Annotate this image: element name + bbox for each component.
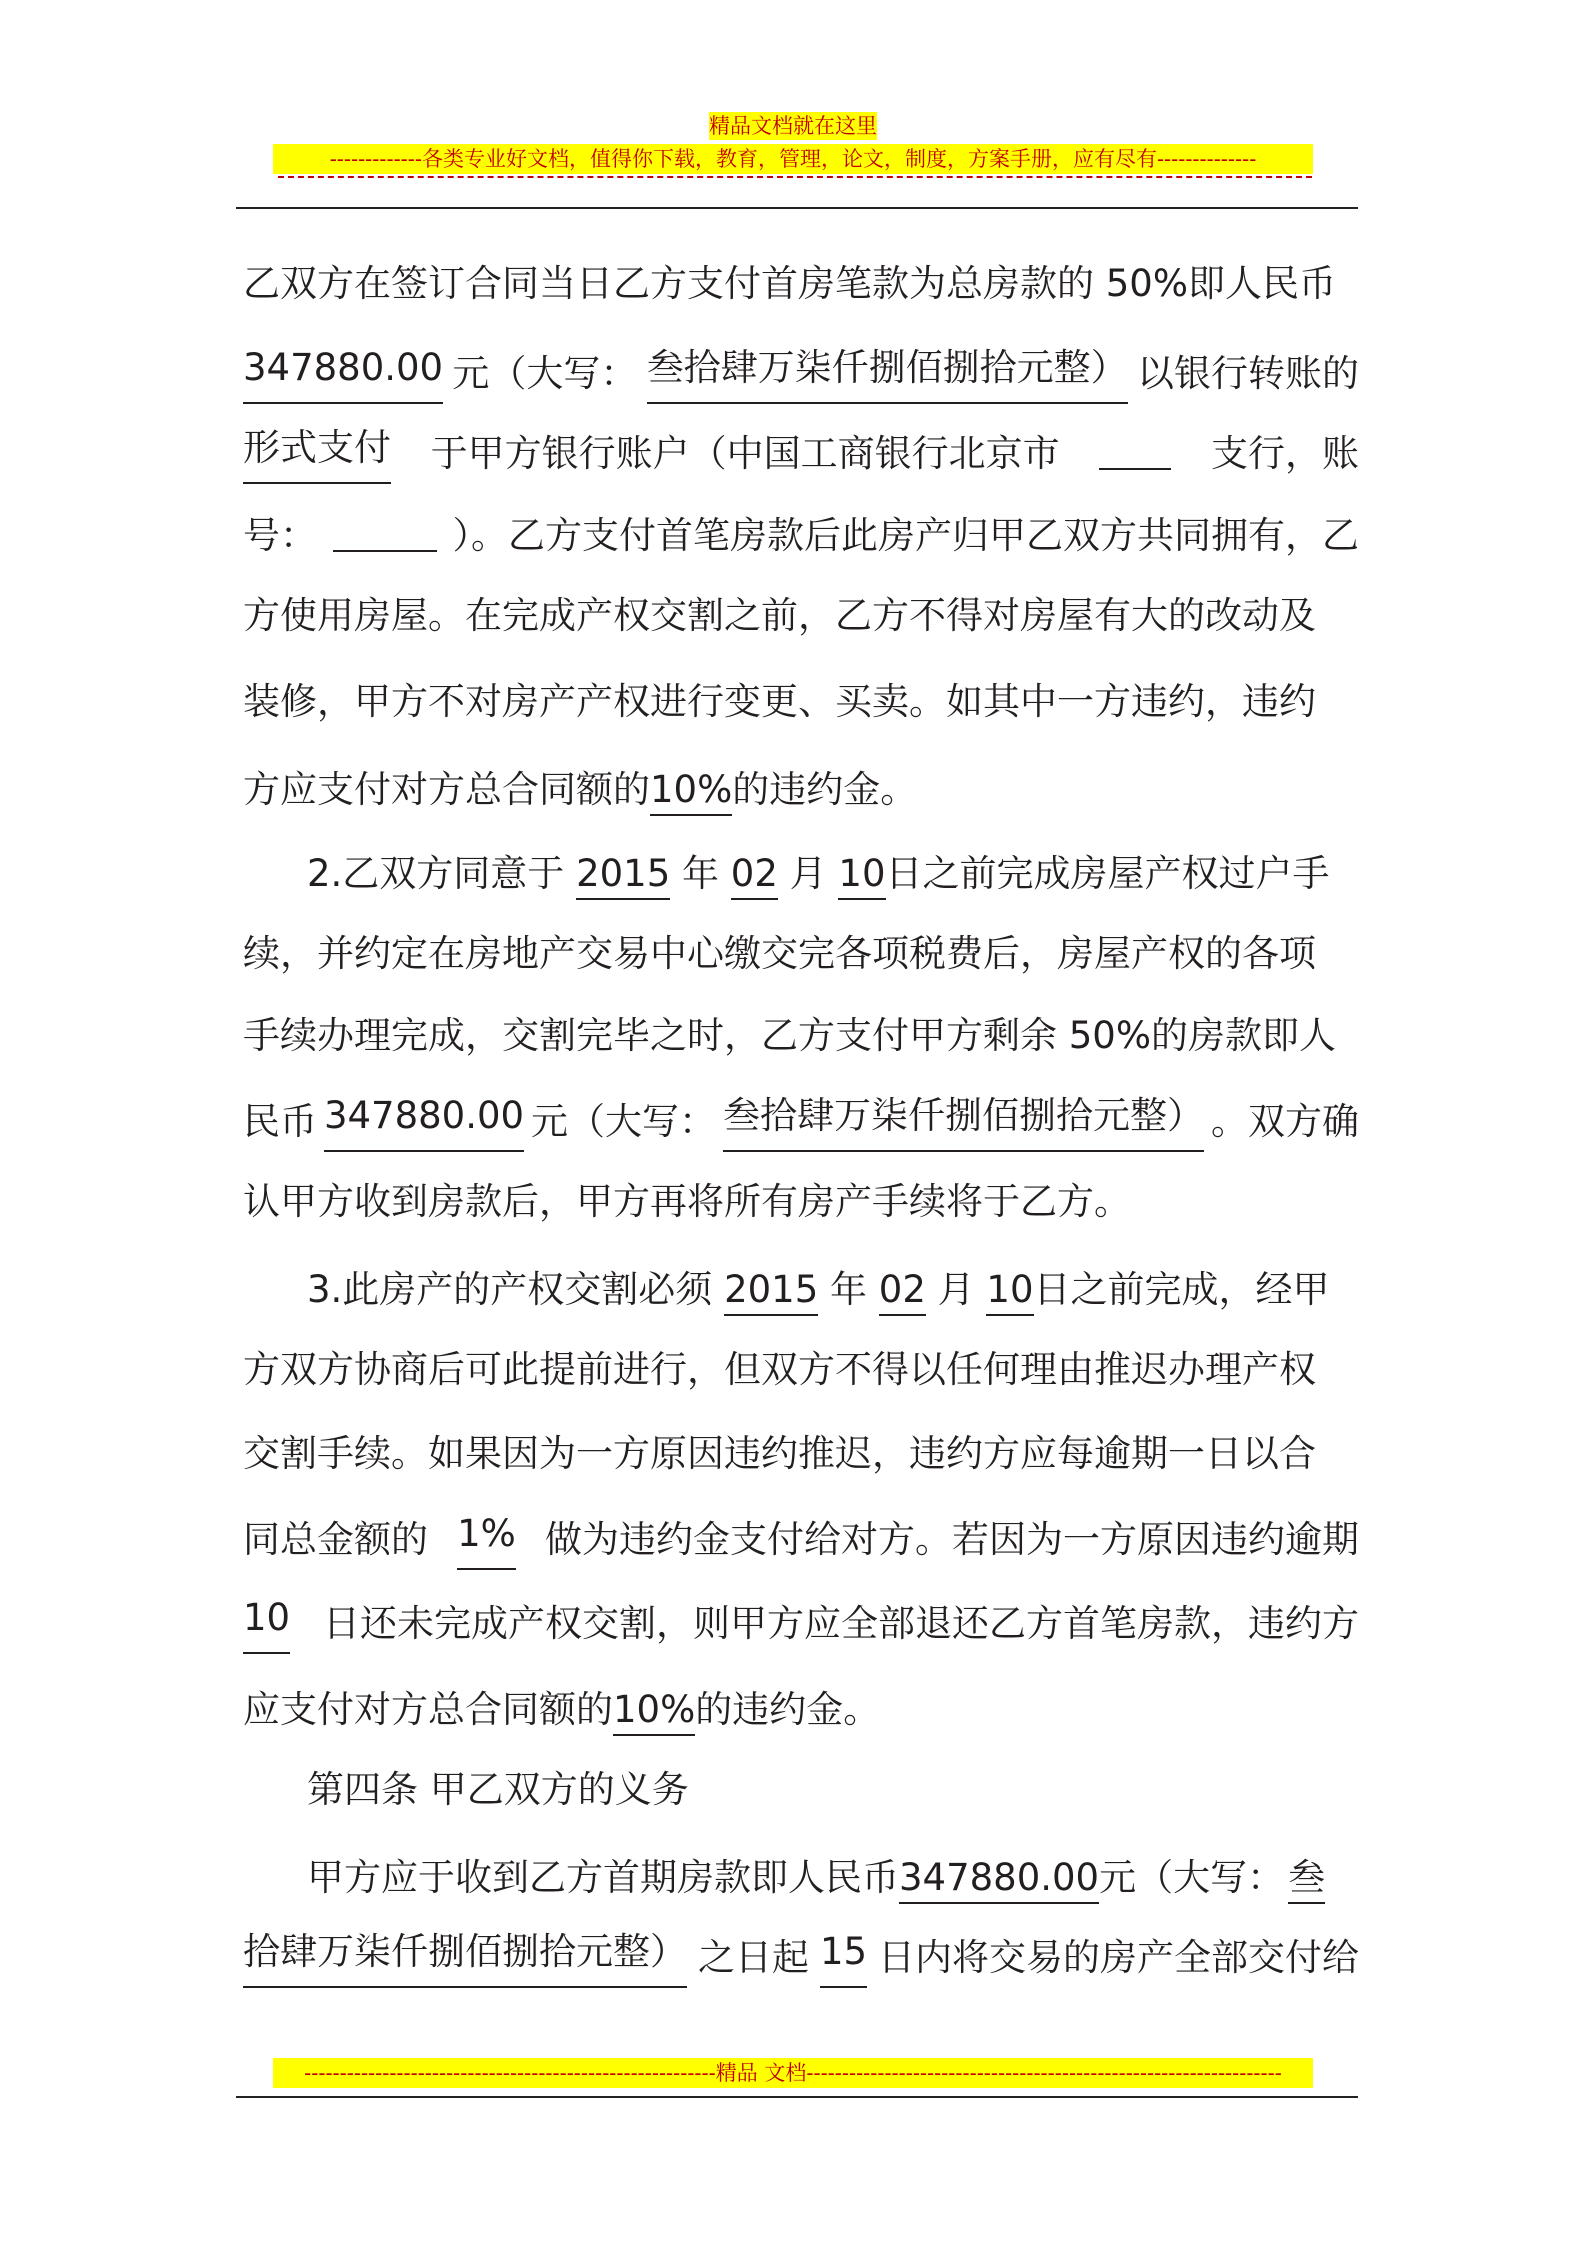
text-line: 347880.00 元（大写： 叁拾肆万柒仟捌佰捌拾元整） 以银行转账的 <box>243 344 1359 404</box>
days-count: 10 <box>243 1594 290 1654</box>
text-line: 应支付对方总合同额的10%的违约金。 <box>243 1680 1359 1740</box>
header-slogan-text: -------------各类专业好文档，值得你下载，教育，管理，论文，制度，方案手册，应有尽有-------------- <box>273 144 1313 174</box>
date-day: 10 <box>986 1266 1033 1316</box>
amount-in-words-field: 叁拾肆万柒仟捌佰捌拾元整） <box>723 1092 1204 1152</box>
header-title-text: 精品文档就在这里 <box>709 114 877 138</box>
amount-field: 347880.00 <box>243 344 443 404</box>
date-month: 02 <box>731 850 778 900</box>
text-line: 3.此房产的产权交割必须 2015 年 02 月 10日之前完成，经甲 <box>243 1260 1359 1320</box>
text-line: 2.乙双方同意于 2015 年 02 月 10日之前完成房屋产权过户手 <box>243 844 1359 904</box>
text-line: 号： ）。乙方支付首笔房款后此房产归甲乙双方共同拥有，乙 <box>243 506 1359 566</box>
branch-blank <box>1099 424 1171 470</box>
text-line: 装修，甲方不对房产产权进行变更、买卖。如其中一方违约，违约 <box>243 680 1316 723</box>
amount-field: 347880.00 <box>899 1854 1099 1904</box>
text-line: 续，并约定在房地产交易中心缴交完各项税费后，房屋产权的各项 <box>243 932 1316 975</box>
footer-text: ----------------------------------------------------------精品 文档------------------------------------------------------------------- <box>273 2058 1313 2088</box>
amount-field: 347880.00 <box>324 1092 524 1152</box>
date-year: 2015 <box>724 1266 818 1316</box>
penalty-rate: 10% <box>650 766 732 816</box>
amount-in-words-field: 拾肆万柒仟捌佰捌拾元整） <box>243 1928 687 1988</box>
footer-rule <box>236 2096 1358 2098</box>
amount-in-words-field: 叁拾肆万柒仟捌佰捌拾元整） <box>647 344 1128 404</box>
text-line: 方双方协商后可此提前进行，但双方不得以任何理由推迟办理产权 <box>243 1348 1316 1391</box>
header-title <box>0 112 1586 140</box>
header-slogan <box>0 144 1586 174</box>
text-line: 同总金额的 1% 做为违约金支付给对方。若因为一方原因违约逾期 <box>243 1510 1359 1570</box>
date-year: 2015 <box>576 850 670 900</box>
penalty-rate: 1% <box>457 1510 516 1570</box>
penalty-rate: 10% <box>613 1686 695 1736</box>
text-line: 交割手续。如果因为一方原因违约推迟，违约方应每逾期一日以合 <box>243 1432 1316 1475</box>
text-line: 拾肆万柒仟捌佰捌拾元整） 之日起 15 日内将交易的房产全部交付给 <box>243 1928 1359 1988</box>
text-line: 甲方应于收到乙方首期房款即人民币347880.00元（大写： 叁 <box>243 1848 1359 1908</box>
account-blank <box>333 506 437 552</box>
text-line: 10 日还未完成产权交割，则甲方应全部退还乙方首笔房款，违约方 <box>243 1594 1359 1654</box>
header-dashed-divider <box>278 176 1312 178</box>
text-line: 乙双方在签订合同当日乙方支付首房笔款为总房款的 50%即人民币 <box>243 262 1336 305</box>
text-line: 方应支付对方总合同额的10%的违约金。 <box>243 760 1359 820</box>
date-day: 10 <box>838 850 885 900</box>
text-line: 民币 347880.00 元（大写： 叁拾肆万柒仟捌佰捌拾元整） 。双方确 <box>243 1092 1359 1152</box>
date-month: 02 <box>879 1266 926 1316</box>
days-count: 15 <box>820 1928 867 1988</box>
amount-in-words-field: 叁 <box>1288 1854 1325 1904</box>
text-line: 形式支付 于甲方银行账户（中国工商银行北京市 支行，账 <box>243 424 1359 484</box>
text-line: 方使用房屋。在完成产权交割之前，乙方不得对房屋有大的改动及 <box>243 594 1316 637</box>
footer-banner <box>0 2058 1586 2088</box>
section-heading: 第四条 甲乙双方的义务 <box>307 1768 689 1811</box>
header-rule <box>236 207 1358 209</box>
text-line: 手续办理完成，交割完毕之时，乙方支付甲方剩余 50%的房款即人 <box>243 1014 1336 1057</box>
text-line: 认甲方收到房款后，甲方再将所有房产手续将于乙方。 <box>243 1180 1131 1223</box>
